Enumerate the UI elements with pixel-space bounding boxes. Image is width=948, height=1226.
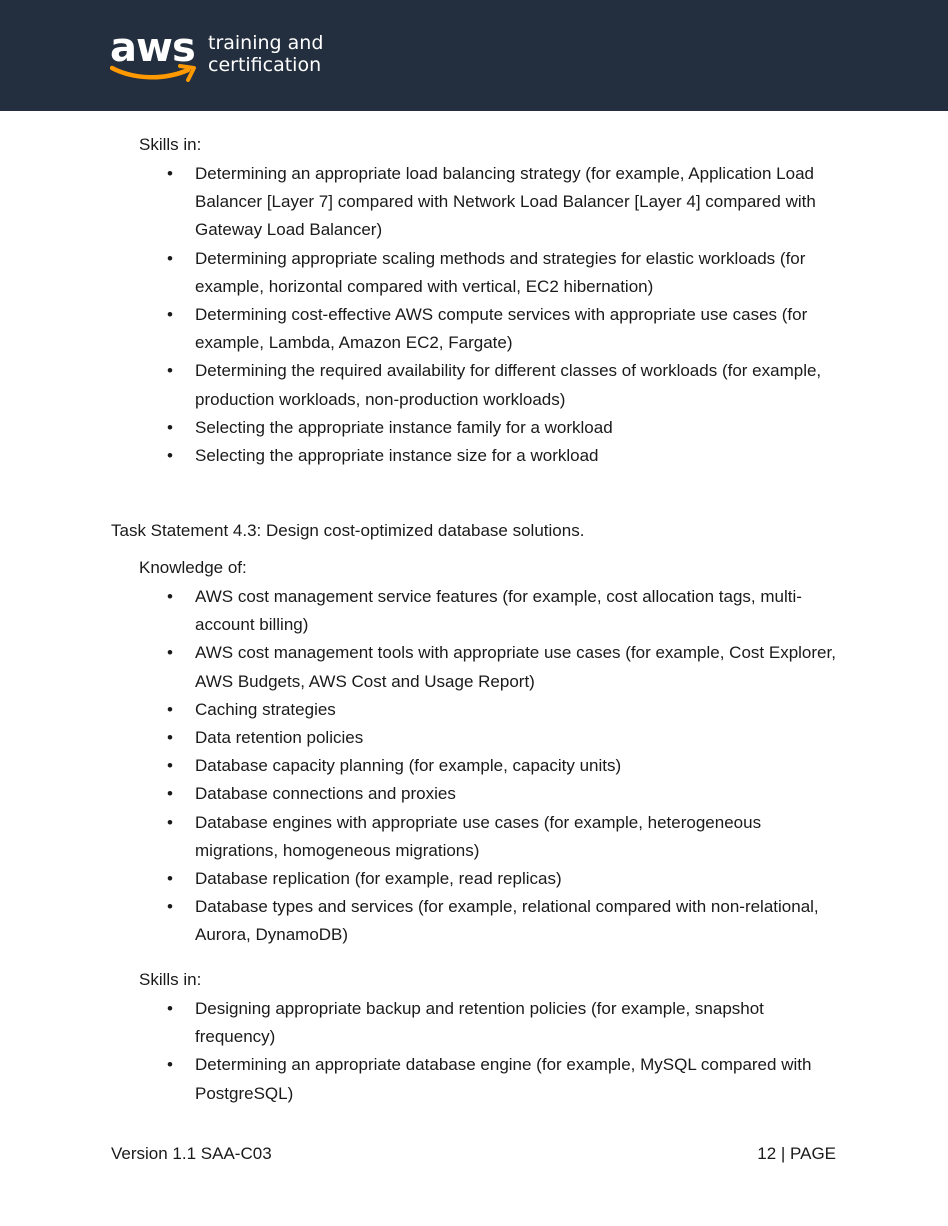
skills-list (0, 995, 948, 1108)
list-item (167, 160, 840, 245)
list-item (167, 780, 840, 808)
bullet-icon: • (167, 756, 173, 776)
bullet-icon: • (167, 897, 173, 917)
page-number: 12 | PAGE (757, 1144, 836, 1163)
bullet-icon: • (167, 587, 173, 606)
bullet-icon: • (167, 361, 173, 381)
list-item-text: Database types and services (for example, relational compared with non-relational, Aurora, DynamoDB) (195, 897, 819, 945)
list-item-text: Determining the required availability for different classes of workloads (for example, production workloads, non-production workloads) (195, 361, 822, 409)
list-item-text: Data retention policies (195, 728, 364, 748)
list-item (167, 809, 840, 865)
list-item-text: Designing appropriate backup and retention policies (for example, snapshot frequency) (195, 999, 764, 1047)
bullet-icon: • (167, 446, 173, 466)
bullet-icon: • (167, 643, 173, 663)
skills-list (0, 160, 948, 470)
skills-heading: Skills in: (139, 970, 202, 989)
logo-tagline (208, 32, 323, 76)
list-item-text: Determining an appropriate load balancing strategy (for example, Application Load Balancer [Layer 7] compared with Network Load Balancer [Layer 4] compared with Gateway Load Balancer) (195, 164, 816, 240)
bullet-icon: • (167, 164, 173, 183)
list-item-text: AWS cost management tools with appropriate use cases (for example, Cost Explorer, AWS Budgets, AWS Cost and Usage Report) (195, 643, 836, 691)
list-item (167, 301, 840, 357)
list-item-text: Database engines with appropriate use cases (for example, heterogeneous migrations, homogeneous migrations) (195, 812, 762, 860)
logo-wordmark: aws (110, 25, 195, 71)
list-item-text: Caching strategies (195, 699, 336, 719)
list-item (167, 1051, 840, 1107)
bullet-icon: • (167, 999, 173, 1018)
list-item (167, 696, 840, 724)
logo-tagline-line-1: training and (208, 32, 324, 54)
bullet-icon: • (167, 728, 173, 748)
list-item-text: Determining an appropriate database engine (for example, MySQL compared with PostgreSQL) (195, 1055, 812, 1103)
bullet-icon: • (167, 699, 173, 719)
list-item-text: Database capacity planning (for example, capacity units) (195, 756, 622, 776)
skills-heading: Skills in: (139, 135, 202, 154)
bullet-icon: • (167, 305, 173, 325)
aws-smile-icon (110, 64, 200, 84)
bullet-icon: • (167, 1055, 173, 1075)
list-item (167, 245, 840, 301)
bullet-icon: • (167, 812, 173, 832)
knowledge-heading: Knowledge of: (139, 558, 247, 577)
page-header (0, 0, 948, 111)
list-item (167, 752, 840, 780)
list-item (167, 724, 840, 752)
list-item-text: Selecting the appropriate instance family for a workload (195, 417, 613, 437)
list-item (167, 583, 840, 639)
bullet-icon: • (167, 417, 173, 437)
list-item (167, 442, 840, 470)
aws-training-certification-logo (110, 25, 350, 88)
list-item-text: AWS cost management service features (for example, cost allocation tags, multi-account billing) (195, 587, 802, 635)
list-item (167, 995, 840, 1051)
task-statement-heading: Task Statement 4.3: Design cost-optimized database solutions. (111, 521, 585, 540)
list-item-text: Determining appropriate scaling methods and strategies for elastic workloads (for example, horizontal compared with vertical, EC2 hibernation) (195, 248, 806, 296)
list-item (167, 893, 840, 949)
list-item (167, 414, 840, 442)
list-item-text: Database replication (for example, read replicas) (195, 869, 562, 889)
logo-tagline-line-2: certification (208, 54, 322, 76)
knowledge-list (0, 583, 948, 950)
bullet-icon: • (167, 784, 173, 804)
list-item (167, 639, 840, 695)
list-item-text: Selecting the appropriate instance size for a workload (195, 446, 599, 466)
list-item (167, 865, 840, 893)
bullet-icon: • (167, 248, 173, 268)
bullet-icon: • (167, 869, 173, 889)
version-label: Version 1.1 SAA-C03 (111, 1144, 272, 1163)
list-item-text: Database connections and proxies (195, 784, 456, 804)
list-item (167, 357, 840, 413)
list-item-text: Determining cost-effective AWS compute services with appropriate use cases (for example, Lambda, Amazon EC2, Fargate) (195, 305, 808, 353)
